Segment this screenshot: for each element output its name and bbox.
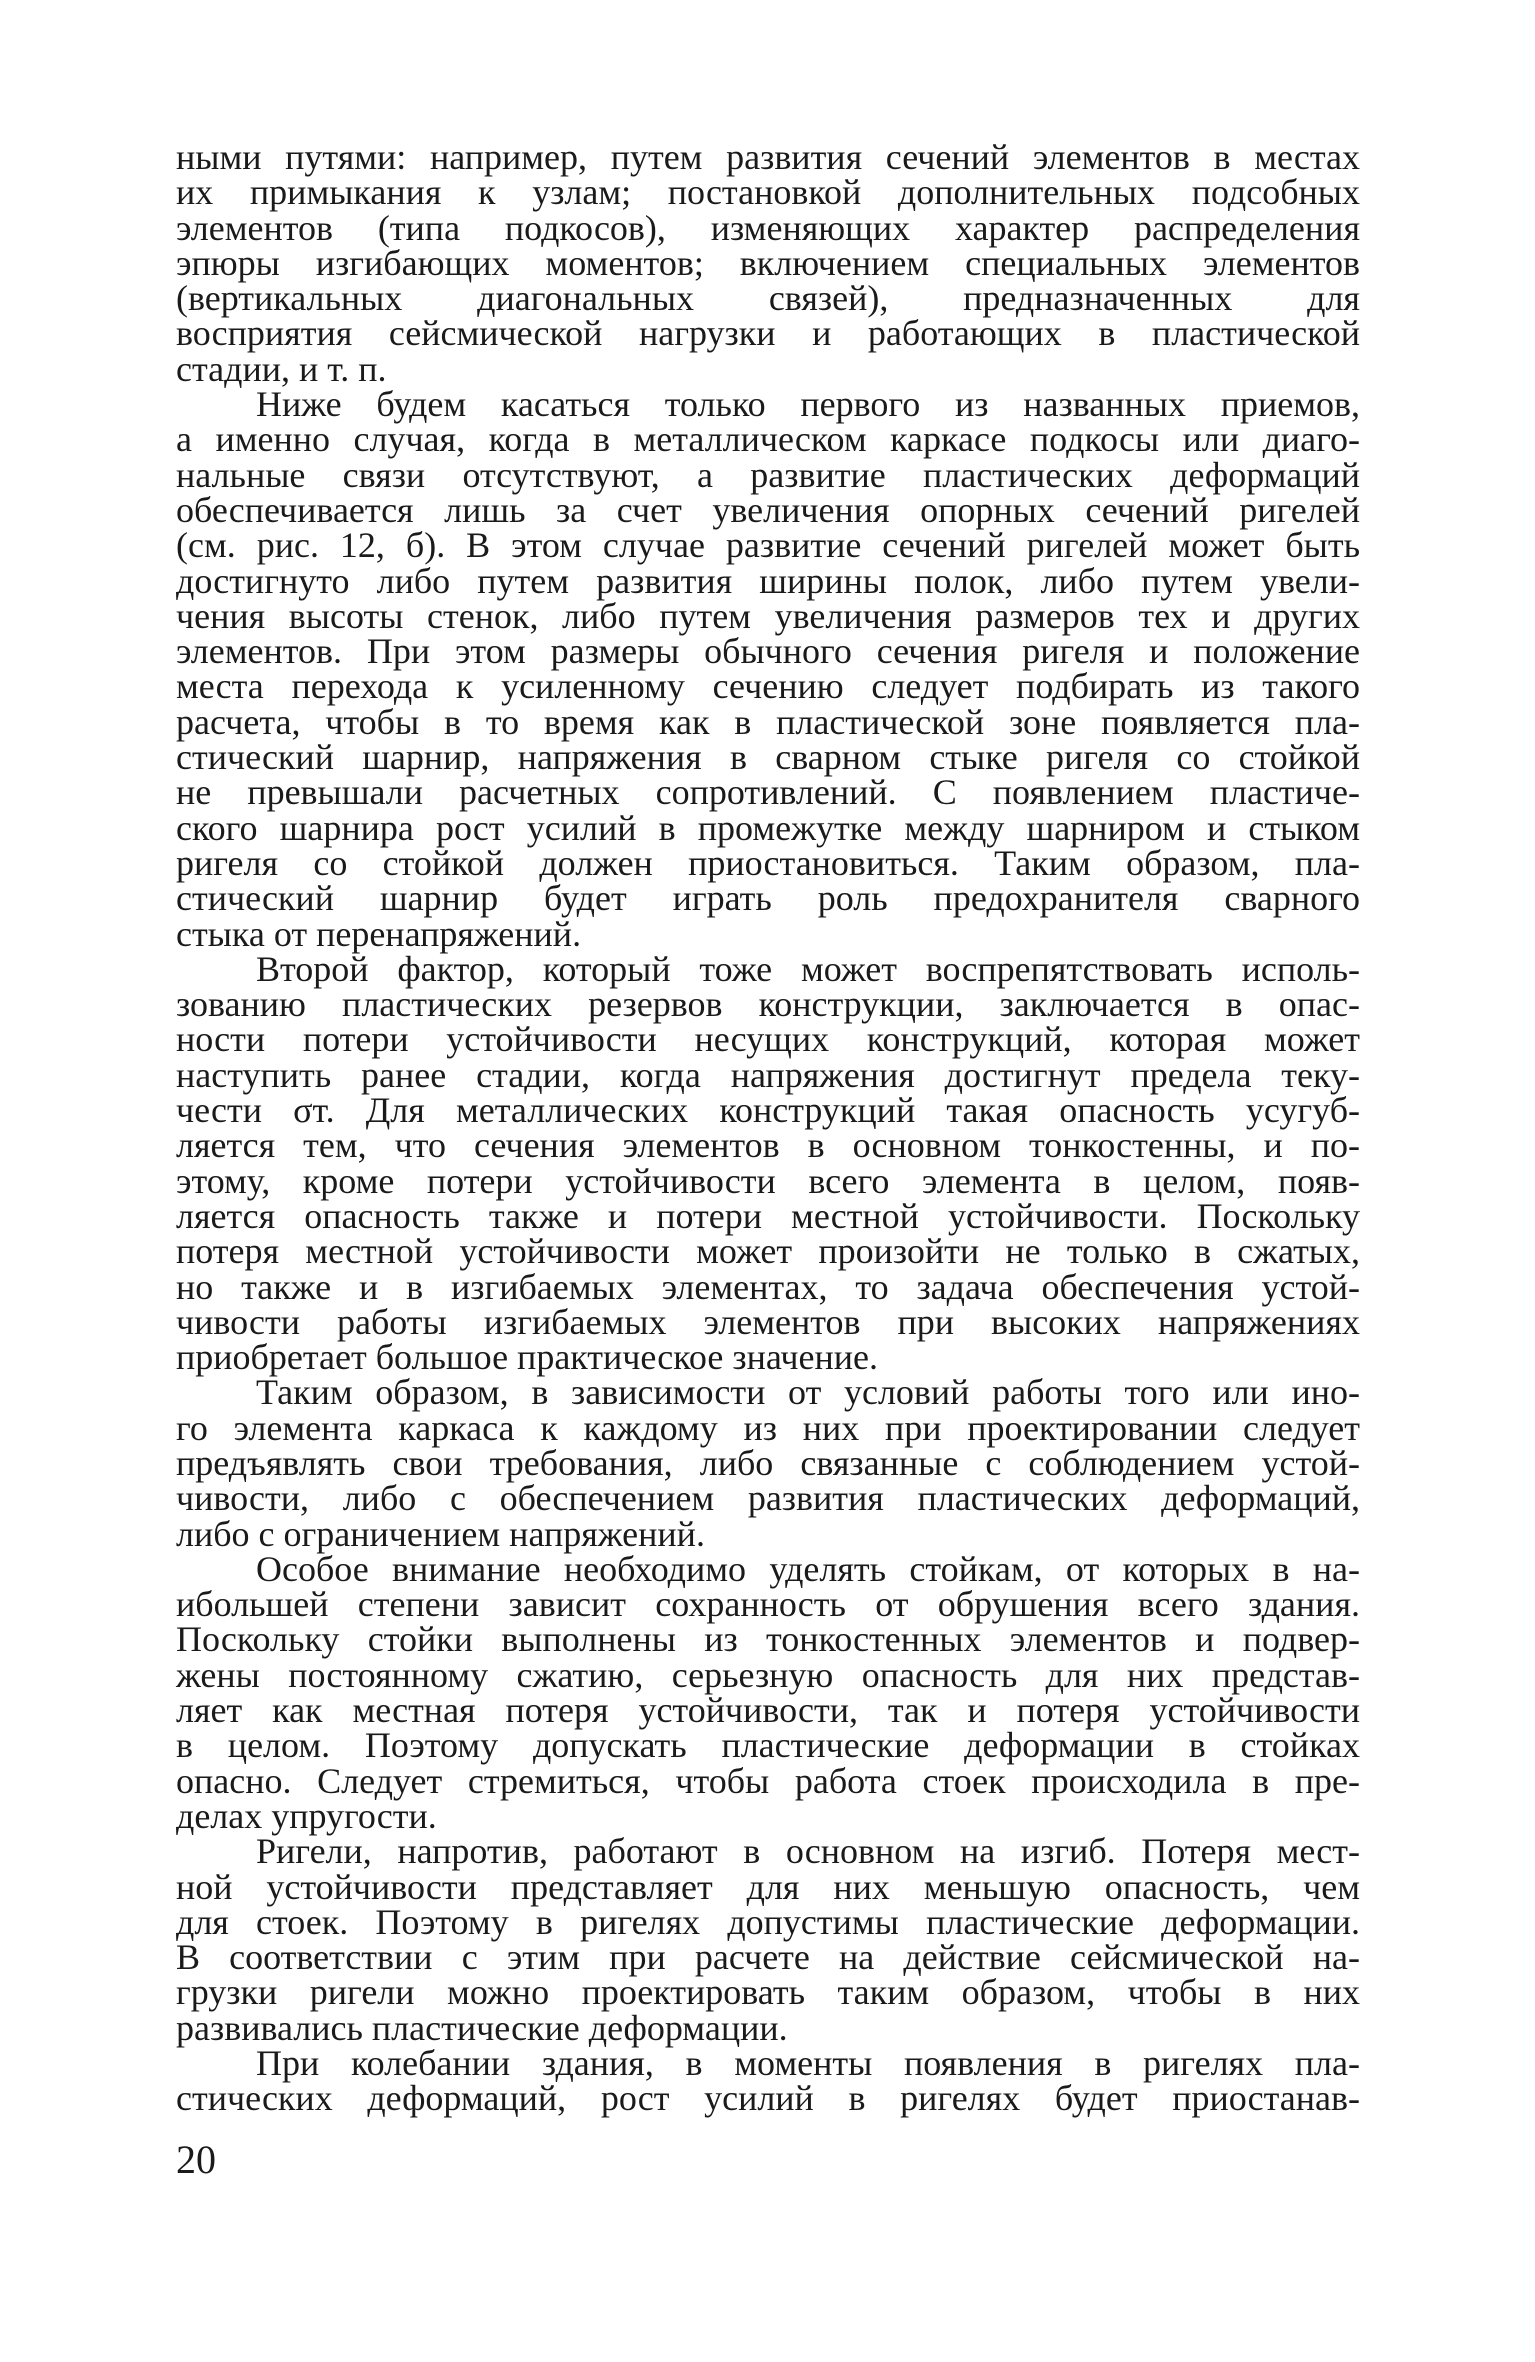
text-line: их примыкания к узлам; постановкой дополнительных подсобных	[176, 172, 1360, 213]
text-line: Поскольку стойки выполнены из тонкостенных элементов и подвер-	[176, 1619, 1360, 1660]
text-line: не превышали расчетных сопротивлений. С появлением пластиче-	[176, 772, 1360, 813]
text-line: зованию пластических резервов конструкции, заключается в опас-	[176, 984, 1360, 1025]
text-line: (см. рис. 12, б). В этом случае развитие сечений ригелей может быть	[176, 525, 1360, 566]
text-line: ского шарнира рост усилий в промежутке между шарниром и стыком	[176, 807, 1360, 848]
text-line: ригеля со стойкой должен приостановиться. Таким образом, пла-	[176, 842, 1360, 883]
text-line: ляется опасность также и потери местной устойчивости. Поскольку	[176, 1195, 1360, 1236]
text-line: предъявлять свои требования, либо связанные с соблюдением устой-	[176, 1442, 1360, 1483]
text-line: развивались пластические деформации.	[176, 2007, 788, 2048]
text-line: стический шарнир будет играть роль предохранителя сварного	[176, 878, 1360, 919]
text-line: стических деформаций, рост усилий в ригелях будет приостанав-	[176, 2078, 1360, 2119]
text-line: Таким образом, в зависимости от условий работы того или ино-	[256, 1372, 1360, 1413]
text-line: опасно. Следует стремиться, чтобы работа стоек происходила в пре-	[176, 1760, 1360, 1801]
text-line: грузки ригели можно проектировать таким образом, чтобы в них	[176, 1972, 1360, 2013]
text-line: восприятия сейсмической нагрузки и работающих в пластической	[176, 313, 1360, 354]
text-line: эпюры изгибающих моментов; включением специальных элементов	[176, 242, 1360, 283]
text-line: ности потери устойчивости несущих конструкций, которая может	[176, 1019, 1360, 1060]
text-line: го элемента каркаса к каждому из них при проектировании следует	[176, 1407, 1360, 1448]
text-line: стыка от перенапряжений.	[176, 913, 582, 954]
text-line: элементов (типа подкосов), изменяющих характер распределения	[176, 207, 1360, 248]
text-line: этому, кроме потери устойчивости всего элемента в целом, появ-	[176, 1160, 1360, 1201]
text-line: жены постоянному сжатию, серьезную опасность для них представ-	[176, 1654, 1360, 1695]
text-line: ными путями: например, путем развития сечений элементов в местах	[176, 137, 1360, 177]
text-line: При колебании здания, в моменты появления в ригелях пла-	[256, 2043, 1360, 2084]
text-line: ной устойчивости представляет для них меньшую опасность, чем	[176, 1866, 1360, 1907]
text-line: Ниже будем касаться только первого из названных приемов,	[256, 384, 1360, 425]
text-line: В соответствии с этим при расчете на действие сейсмической на-	[176, 1937, 1360, 1978]
text-line: достигнуто либо путем развития ширины полок, либо путем увели-	[176, 560, 1360, 601]
text-line: Особое внимание необходимо уделять стойкам, от которых в на-	[256, 1548, 1360, 1589]
text-line: чести σт. Для металлических конструкций такая опасность усугуб-	[176, 1090, 1360, 1131]
text-line: Второй фактор, который тоже может воспрепятствовать исполь-	[256, 948, 1360, 989]
body-text	[176, 137, 1360, 2119]
text-line: нальные связи отсутствуют, а развитие пластических деформаций	[176, 454, 1360, 495]
text-line: чения высоты стенок, либо путем увеличения размеров тех и других	[176, 595, 1360, 636]
text-line: стадии, и т. п.	[176, 348, 387, 389]
text-line: в целом. Поэтому допускать пластические деформации в стойках	[176, 1725, 1360, 1766]
text-line: стический шарнир, напряжения в сварном стыке ригеля со стойкой	[176, 737, 1360, 778]
text-line: приобретает большое практическое значение.	[176, 1337, 878, 1378]
text-line: (вертикальных диагональных связей), предназначенных для	[176, 278, 1360, 319]
text-line: потеря местной устойчивости может произойти не только в сжатых,	[176, 1231, 1360, 1272]
text-line: обеспечивается лишь за счет увеличения опорных сечений ригелей	[176, 489, 1360, 530]
text-line: наступить ранее стадии, когда напряжения достигнут предела теку-	[176, 1054, 1360, 1095]
page-number: 20	[176, 2137, 216, 2182]
text-line: расчета, чтобы в то время как в пластической зоне появляется пла-	[176, 701, 1360, 742]
text-line: а именно случая, когда в металлическом каркасе подкосы или диаго-	[176, 419, 1360, 460]
text-line: элементов. При этом размеры обычного сечения ригеля и положение	[176, 631, 1360, 672]
text-line: Ригели, напротив, работают в основном на изгиб. Потеря мест-	[256, 1831, 1360, 1872]
text-line: места перехода к усиленному сечению следует подбирать из такого	[176, 666, 1360, 707]
text-line: ляется тем, что сечения элементов в основном тонкостенны, и по-	[176, 1125, 1360, 1166]
text-line: чивости работы изгибаемых элементов при высоких напряжениях	[176, 1301, 1360, 1342]
text-line: чивости, либо с обеспечением развития пластических деформаций,	[176, 1478, 1360, 1519]
text-line: ляет как местная потеря устойчивости, так и потеря устойчивости	[176, 1690, 1360, 1731]
text-line: но также и в изгибаемых элементах, то задача обеспечения устой-	[176, 1266, 1360, 1307]
text-line: делах упругости.	[176, 1795, 437, 1836]
text-line: ибольшей степени зависит сохранность от обрушения всего здания.	[176, 1584, 1360, 1625]
text-line: для стоек. Поэтому в ригелях допустимы пластические деформации.	[176, 1901, 1360, 1942]
text-line: либо с ограничением напряжений.	[176, 1513, 705, 1554]
